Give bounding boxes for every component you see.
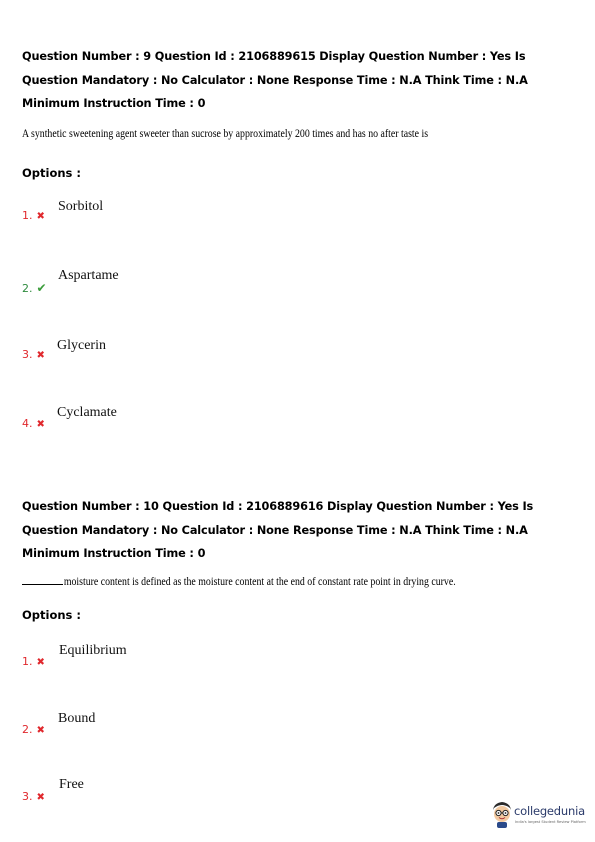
mascot-icon: [490, 800, 514, 830]
q9-option-3-text[interactable]: Glycerin: [57, 338, 106, 353]
q10-option-3-text[interactable]: Free: [59, 777, 84, 792]
q9-option-2-number[interactable]: 2. ✔: [22, 281, 47, 295]
cross-icon: ✖: [36, 350, 45, 361]
cross-icon: ✖: [36, 725, 45, 736]
q10-option-1-number[interactable]: 1. ✖: [22, 655, 45, 668]
cross-icon: ✖: [36, 657, 45, 668]
q10-option-1-text[interactable]: Equilibrium: [59, 643, 127, 658]
q9-option-2-text[interactable]: Aspartame: [58, 268, 119, 283]
q9-option-3-number[interactable]: 3. ✖: [22, 348, 45, 361]
collegedunia-logo: [490, 800, 592, 836]
cross-icon: ✖: [36, 419, 45, 430]
logo-tagline: India's largest Student Review Platform: [515, 820, 586, 824]
q10-option-2-text[interactable]: Bound: [58, 711, 96, 726]
q9-option-1-number[interactable]: 1. ✖: [22, 209, 45, 222]
cross-icon: ✖: [36, 211, 45, 222]
q9-option-4-text[interactable]: Cyclamate: [57, 405, 117, 420]
question-9-text: A synthetic sweetening agent sweeter than sucrose by approximately 200 times and has no after taste is: [22, 126, 429, 140]
fill-in-blank: [22, 574, 63, 585]
question-9-options-label: Options :: [22, 166, 81, 180]
question-10-options-label: Options :: [22, 608, 81, 622]
question-9-header: Question Number : 9 Question Id : 2106889615 Display Question Number : Yes Is Question Mandatory : No Calculator : None Response Time : N.A Think Time : N.A Minimum Instruction Time : 0: [22, 50, 528, 110]
q9-option-4-number[interactable]: 4. ✖: [22, 417, 45, 430]
question-10-text: moisture content is defined as the moisture content at the end of constant rate point in drying curve.: [22, 574, 481, 589]
q10-option-3-number[interactable]: 3. ✖: [22, 790, 45, 803]
cross-icon: ✖: [36, 792, 45, 803]
question-10-header: Question Number : 10 Question Id : 2106889616 Display Question Number : Yes Is Question Mandatory : No Calculator : None Response Time : N.A Think Time : N.A Minimum Instruction Time : 0: [22, 500, 534, 560]
check-icon: ✔: [36, 281, 47, 295]
q9-option-1-text[interactable]: Sorbitol: [58, 199, 104, 214]
q10-option-2-number[interactable]: 2. ✖: [22, 723, 45, 736]
logo-name: collegedunia: [514, 804, 585, 818]
